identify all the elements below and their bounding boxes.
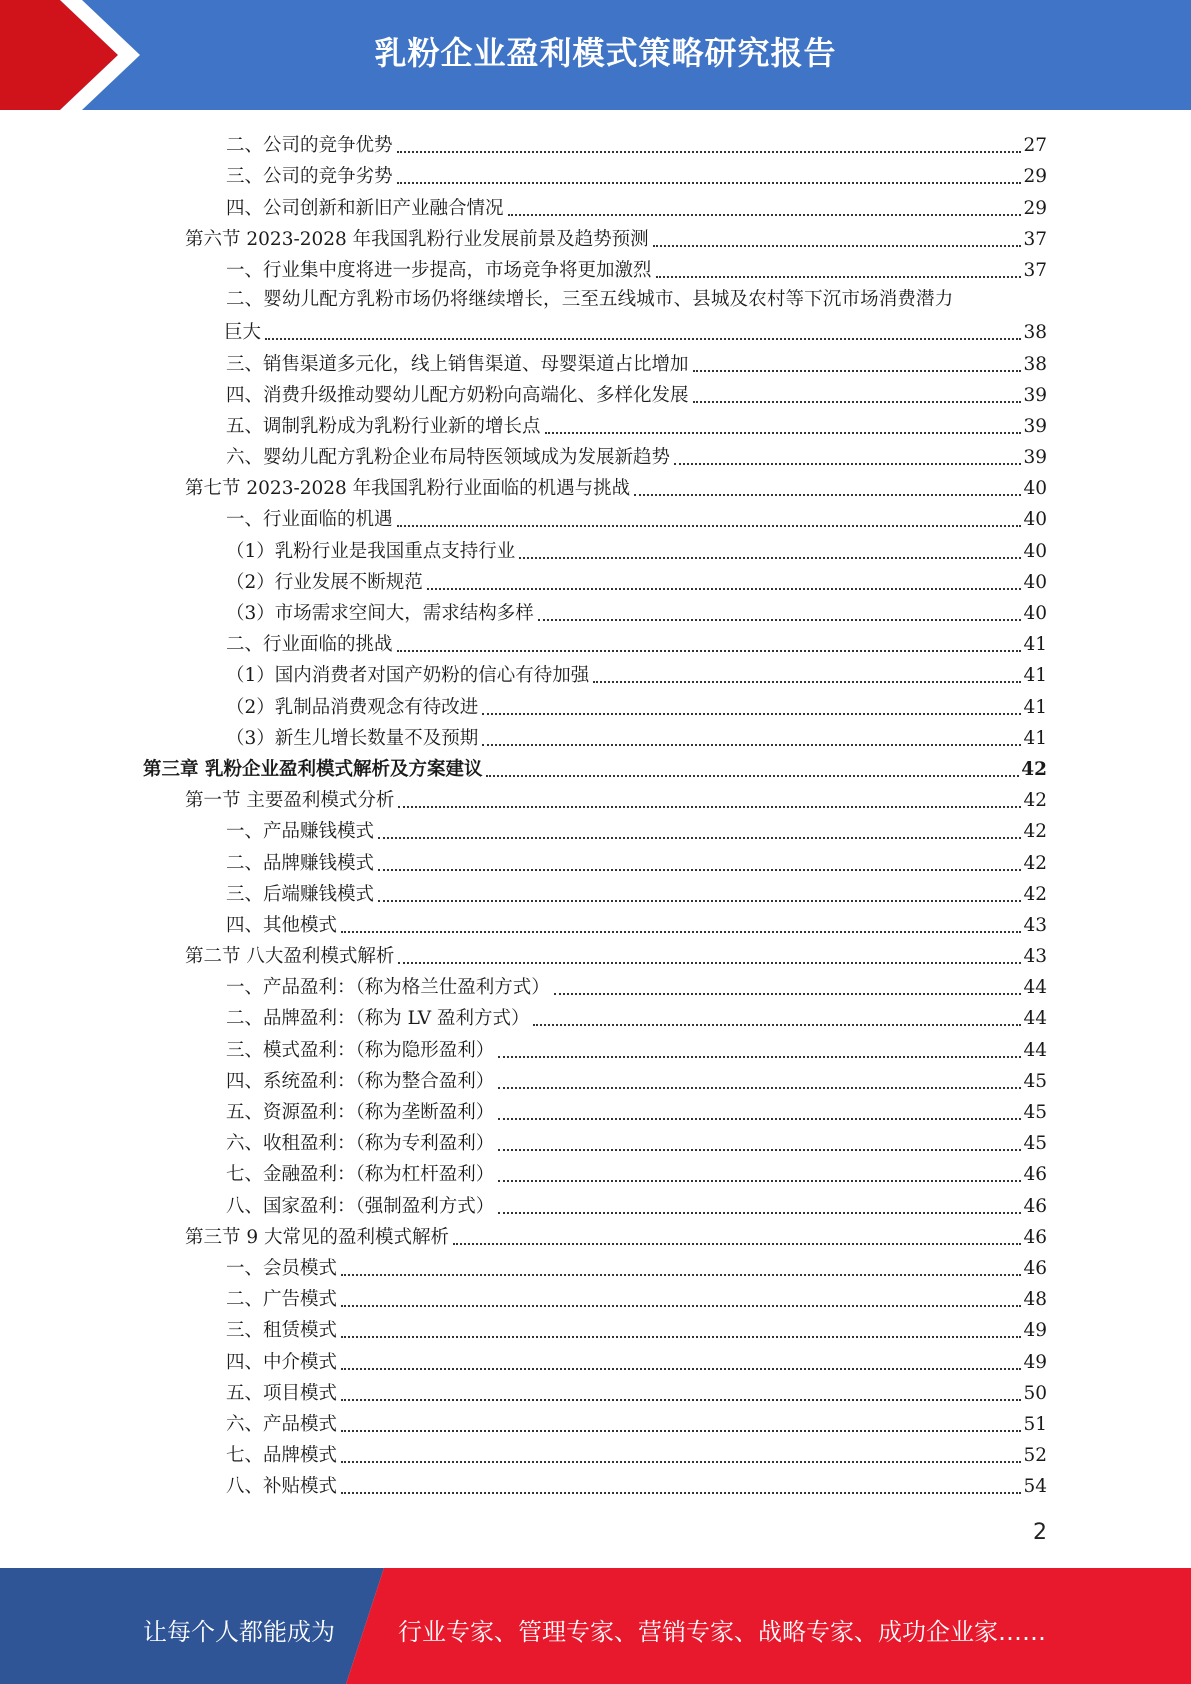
- toc-section-entry[interactable]: [0, 939, 1191, 970]
- toc-entry-title: 一、产品赚钱模式: [226, 821, 375, 843]
- toc-leader-dots: [341, 1305, 1021, 1307]
- toc-entry-page: 46: [1023, 1257, 1047, 1279]
- toc-entry-title: 一、行业集中度将进一步提高，市场竞争将更加激烈: [226, 259, 652, 281]
- toc-entry-page: 49: [1023, 1320, 1047, 1342]
- toc-entry-page: 44: [1023, 977, 1047, 999]
- toc-entry[interactable]: [0, 1376, 1191, 1407]
- toc-entry[interactable]: [0, 565, 1191, 596]
- toc-entry-page: 41: [1023, 727, 1047, 749]
- toc-entry-page: 41: [1023, 665, 1047, 687]
- toc-entry[interactable]: [0, 1313, 1191, 1344]
- toc-entry-page: 39: [1023, 415, 1047, 437]
- toc-entry-title: 一、产品盈利：（称为格兰仕盈利方式）: [226, 977, 550, 999]
- toc-entry-page: 50: [1023, 1382, 1047, 1404]
- toc-leader-dots: [397, 650, 1022, 652]
- toc-entry-title: 八、国家盈利：（强制盈利方式）: [226, 1195, 495, 1217]
- toc-leader-dots: [498, 1212, 1021, 1214]
- toc-entry[interactable]: [0, 1032, 1191, 1063]
- toc-section-entry[interactable]: [0, 783, 1191, 814]
- toc-entry[interactable]: [0, 814, 1191, 845]
- toc-entry-page: 39: [1023, 447, 1047, 469]
- toc-entry-page: 46: [1023, 1164, 1047, 1186]
- toc-entry-title: 七、金融盈利：（称为杠杆盈利）: [226, 1164, 495, 1186]
- toc-entry[interactable]: [0, 409, 1191, 440]
- toc-leader-dots: [508, 214, 1022, 216]
- toc-leader-dots: [545, 432, 1022, 434]
- toc-entry[interactable]: [0, 159, 1191, 190]
- toc-leader-dots: [533, 1024, 1021, 1026]
- toc-entry[interactable]: [0, 970, 1191, 1001]
- toc-leader-dots: [498, 1056, 1021, 1058]
- toc-leader-dots: [482, 713, 1021, 715]
- toc-entry-page: 40: [1023, 603, 1047, 625]
- toc-entry-page: 42: [1021, 758, 1047, 780]
- toc-leader-dots: [498, 1087, 1021, 1089]
- toc-entry-page: 29: [1023, 197, 1047, 219]
- toc-entry-title: 二、广告模式: [226, 1289, 338, 1311]
- toc-entry[interactable]: [0, 658, 1191, 689]
- toc-entry-page: 38: [1023, 353, 1047, 375]
- toc-leader-dots: [341, 1274, 1021, 1276]
- toc-entry[interactable]: [0, 596, 1191, 627]
- toc-entry-page: 44: [1023, 1039, 1047, 1061]
- toc-entry-page: 54: [1023, 1476, 1047, 1498]
- toc-entry[interactable]: [0, 877, 1191, 908]
- toc-entry-page: 42: [1023, 790, 1047, 812]
- toc-entry-title: 第一节 主要盈利模式分析: [185, 790, 395, 812]
- toc-entry-page: 43: [1023, 946, 1047, 968]
- toc-entry-page: 45: [1023, 1070, 1047, 1092]
- toc-leader-dots: [341, 1336, 1021, 1338]
- toc-entry-page: 29: [1023, 166, 1047, 188]
- toc-entry-page: 37: [1023, 228, 1047, 250]
- toc-entry-title: （2）乳制品消费观念有待改进: [226, 696, 479, 718]
- toc-leader-dots: [674, 463, 1021, 465]
- toc-entry[interactable]: [0, 1344, 1191, 1375]
- toc-entry-page: 27: [1023, 135, 1047, 157]
- toc-entry-page: 42: [1023, 852, 1047, 874]
- toc-leader-dots: [265, 338, 1021, 340]
- toc-entry-title: 六、婴幼儿配方乳粉企业布局特医领域成为发展新趋势: [226, 447, 671, 469]
- toc-entry[interactable]: [0, 253, 1191, 284]
- toc-entry[interactable]: [0, 721, 1191, 752]
- toc-entry-title: （1）国内消费者对国产奶粉的信心有待加强: [226, 665, 590, 687]
- toc-section-entry[interactable]: [0, 1220, 1191, 1251]
- toc-leader-dots: [693, 401, 1022, 403]
- toc-entry-title: 二、品牌赚钱模式: [226, 852, 375, 874]
- toc-entry[interactable]: [0, 190, 1191, 221]
- footer-slogan-right: 行业专家、管理专家、营销专家、战略专家、成功企业家……: [398, 1618, 1046, 1646]
- toc-leader-dots: [378, 900, 1021, 902]
- table-of-contents: [0, 128, 1191, 1500]
- toc-entry-title: 四、公司创新和新旧产业融合情况: [226, 197, 504, 219]
- toc-leader-dots: [538, 619, 1022, 621]
- toc-entry-title: （1）乳粉行业是我国重点支持行业: [226, 540, 516, 562]
- toc-section-entry[interactable]: [0, 222, 1191, 253]
- toc-entry[interactable]: [0, 533, 1191, 564]
- toc-leader-dots: [378, 869, 1021, 871]
- toc-entry[interactable]: [0, 845, 1191, 876]
- toc-entry-title: 五、资源盈利：（称为垄断盈利）: [226, 1102, 495, 1124]
- toc-entry[interactable]: [0, 1251, 1191, 1282]
- toc-entry[interactable]: [0, 627, 1191, 658]
- toc-entry-page: 37: [1023, 259, 1047, 281]
- toc-entry[interactable]: [0, 1469, 1191, 1500]
- toc-leader-dots: [341, 931, 1021, 933]
- toc-entry-title: （3）市场需求空间大，需求结构多样: [226, 603, 534, 625]
- toc-entry[interactable]: [0, 1064, 1191, 1095]
- toc-entry-page: 46: [1023, 1226, 1047, 1248]
- toc-chapter-entry[interactable]: [0, 752, 1191, 783]
- toc-leader-dots: [378, 837, 1021, 839]
- toc-entry-title: 八、补贴模式: [226, 1476, 338, 1498]
- toc-entry[interactable]: [0, 689, 1191, 720]
- toc-leader-dots: [341, 1399, 1021, 1401]
- toc-entry[interactable]: [0, 284, 1191, 346]
- toc-entry-title: 四、中介模式: [226, 1351, 338, 1373]
- toc-leader-dots: [398, 806, 1021, 808]
- toc-entry-page: 40: [1023, 509, 1047, 531]
- toc-leader-dots: [693, 370, 1022, 372]
- toc-entry-page: 41: [1023, 696, 1047, 718]
- toc-leader-dots: [593, 681, 1021, 683]
- toc-entry-title: 第六节 2023-2028 年我国乳粉行业发展前景及趋势预测: [185, 228, 649, 250]
- toc-leader-dots: [634, 494, 1021, 496]
- toc-entry-title: （2）行业发展不断规范: [226, 571, 423, 593]
- toc-entry-title: 二、婴幼儿配方乳粉市场仍将继续增长，三至五线城市、县城及农村等下沉市场消费潜力: [226, 288, 954, 310]
- toc-entry[interactable]: [0, 1001, 1191, 1032]
- toc-entry-title: 二、公司的竞争优势: [226, 135, 393, 157]
- page-header: [0, 0, 1191, 110]
- footer-slogan-left: 让每个人都能成为: [143, 1618, 335, 1646]
- toc-entry-title-continued: 巨大: [224, 322, 262, 344]
- toc-entry-title: 第七节 2023-2028 年我国乳粉行业面临的机遇与挑战: [185, 478, 631, 500]
- toc-entry-page: 42: [1023, 883, 1047, 905]
- toc-leader-dots: [341, 1368, 1021, 1370]
- toc-leader-dots: [341, 1492, 1021, 1494]
- toc-entry-title: 四、消费升级推动婴幼儿配方奶粉向高端化、多样化发展: [226, 384, 689, 406]
- toc-entry-page: 48: [1023, 1289, 1047, 1311]
- toc-entry-title: 三、公司的竞争劣势: [226, 166, 393, 188]
- toc-leader-dots: [498, 1149, 1021, 1151]
- toc-entry-title: 三、模式盈利：（称为隐形盈利）: [226, 1039, 495, 1061]
- toc-entry-page: 44: [1023, 1008, 1047, 1030]
- toc-entry-title: 二、行业面临的挑战: [226, 634, 393, 656]
- toc-leader-dots: [341, 1461, 1021, 1463]
- toc-entry-title: 三、销售渠道多元化，线上销售渠道、母婴渠道占比增加: [226, 353, 689, 375]
- toc-entry-title: 三、后端赚钱模式: [226, 883, 375, 905]
- toc-entry-title: 二、品牌盈利：（称为 LV 盈利方式）: [226, 1008, 530, 1030]
- toc-entry[interactable]: [0, 346, 1191, 377]
- toc-entry-page: 42: [1023, 821, 1047, 843]
- toc-entry-page: 43: [1023, 914, 1047, 936]
- toc-entry-page: 46: [1023, 1195, 1047, 1217]
- toc-entry-title: 五、项目模式: [226, 1382, 338, 1404]
- toc-leader-dots: [486, 775, 1019, 777]
- toc-leader-dots: [427, 588, 1022, 590]
- toc-entry[interactable]: [0, 1438, 1191, 1469]
- toc-leader-dots: [341, 1430, 1021, 1432]
- toc-entry-page: 41: [1023, 634, 1047, 656]
- toc-entry-title: 一、行业面临的机遇: [226, 509, 393, 531]
- toc-leader-dots: [498, 1118, 1021, 1120]
- toc-entry-page: 49: [1023, 1351, 1047, 1373]
- report-title: 乳粉企业盈利模式策略研究报告: [374, 34, 837, 72]
- toc-leader-dots: [397, 525, 1022, 527]
- toc-leader-dots: [498, 1180, 1021, 1182]
- toc-entry-title: 三、租赁模式: [226, 1320, 338, 1342]
- toc-leader-dots: [453, 1243, 1021, 1245]
- toc-entry-page: 51: [1023, 1413, 1047, 1435]
- toc-leader-dots: [398, 962, 1021, 964]
- toc-entry-page: 40: [1023, 540, 1047, 562]
- toc-entry-page: 39: [1023, 384, 1047, 406]
- toc-section-entry[interactable]: [0, 471, 1191, 502]
- toc-entry-page: 45: [1023, 1133, 1047, 1155]
- toc-entry[interactable]: [0, 1188, 1191, 1219]
- toc-entry-title: 一、会员模式: [226, 1257, 338, 1279]
- toc-entry-title: 四、系统盈利：（称为整合盈利）: [226, 1070, 495, 1092]
- toc-entry-title: 四、其他模式: [226, 914, 338, 936]
- toc-leader-dots: [554, 993, 1022, 995]
- toc-entry[interactable]: [0, 502, 1191, 533]
- toc-entry-title: 六、收租盈利：（称为专利盈利）: [226, 1133, 495, 1155]
- toc-entry-title: 第三章 乳粉企业盈利模式解析及方案建议: [143, 758, 483, 780]
- toc-entry[interactable]: [0, 1282, 1191, 1313]
- toc-entry-title: 六、产品模式: [226, 1413, 338, 1435]
- toc-entry[interactable]: [0, 378, 1191, 409]
- toc-entry-title: 第二节 八大盈利模式解析: [185, 946, 395, 968]
- toc-entry-title: 七、品牌模式: [226, 1445, 338, 1467]
- toc-entry[interactable]: [0, 1095, 1191, 1126]
- toc-entry[interactable]: [0, 908, 1191, 939]
- toc-entry-title: 五、调制乳粉成为乳粉行业新的增长点: [226, 415, 541, 437]
- toc-entry[interactable]: [0, 128, 1191, 159]
- toc-entry[interactable]: [0, 1407, 1191, 1438]
- toc-entry-title: （3）新生儿增长数量不及预期: [226, 727, 479, 749]
- toc-leader-dots: [519, 557, 1021, 559]
- page-number: 2: [1033, 1520, 1047, 1545]
- toc-entry-page: 45: [1023, 1102, 1047, 1124]
- toc-entry-page: 52: [1023, 1445, 1047, 1467]
- toc-entry[interactable]: [0, 1126, 1191, 1157]
- toc-entry-page: 40: [1023, 478, 1047, 500]
- page-footer: [0, 1568, 1191, 1684]
- toc-entry-page: 38: [1023, 322, 1047, 344]
- toc-leader-dots: [653, 245, 1022, 247]
- toc-leader-dots: [482, 744, 1021, 746]
- toc-entry[interactable]: [0, 440, 1191, 471]
- toc-leader-dots: [397, 182, 1022, 184]
- toc-leader-dots: [656, 276, 1022, 278]
- toc-entry-page: 40: [1023, 571, 1047, 593]
- toc-leader-dots: [397, 151, 1022, 153]
- toc-entry[interactable]: [0, 1157, 1191, 1188]
- toc-entry-title: 第三节 9 大常见的盈利模式解析: [185, 1226, 450, 1248]
